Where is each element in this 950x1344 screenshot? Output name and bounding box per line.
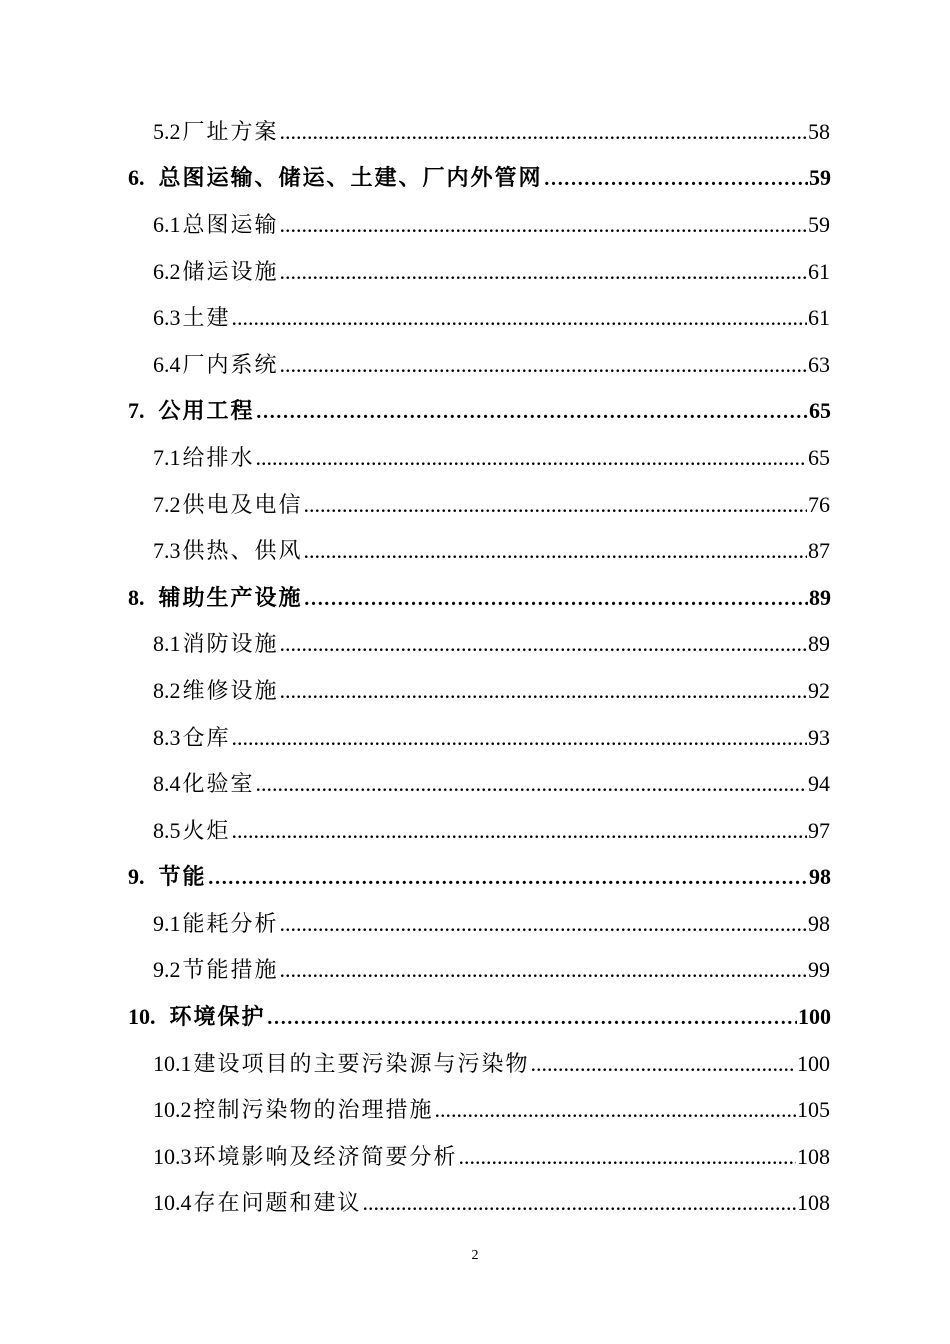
toc-chapter-entry[interactable] bbox=[0, 387, 950, 434]
toc-section-entry[interactable] bbox=[0, 340, 950, 387]
toc-dot-leader bbox=[256, 771, 807, 797]
toc-entry-title: 环境保护 bbox=[169, 1004, 266, 1031]
toc-entry-line bbox=[153, 441, 830, 472]
toc-entry-line bbox=[153, 814, 830, 845]
toc-entry-title: 公用工程 bbox=[158, 398, 255, 425]
toc-section-entry[interactable] bbox=[0, 620, 950, 667]
toc-entry-title: 建设项目的主要污染源与污染物 bbox=[193, 1051, 530, 1077]
toc-entry-number: 8.2 bbox=[153, 677, 181, 703]
toc-section-entry[interactable] bbox=[0, 1132, 950, 1179]
toc-section-entry[interactable] bbox=[0, 200, 950, 247]
toc-dot-leader bbox=[435, 1097, 796, 1123]
toc-section-entry[interactable] bbox=[0, 713, 950, 760]
toc-section-entry[interactable] bbox=[0, 806, 950, 853]
toc-entry-title: 节能措施 bbox=[182, 958, 279, 984]
toc-entry-line bbox=[153, 255, 830, 286]
toc-entry-title: 能耗分析 bbox=[182, 911, 279, 937]
toc-dot-leader bbox=[280, 212, 807, 238]
toc-dot-leader bbox=[280, 352, 807, 378]
toc-page-number: 108 bbox=[797, 1143, 830, 1169]
toc-dot-leader bbox=[459, 1144, 796, 1170]
toc-entry-title: 供电及电信 bbox=[182, 492, 303, 518]
toc-entry-line bbox=[153, 674, 830, 705]
toc-dot-leader bbox=[304, 585, 808, 611]
toc-entry-line bbox=[153, 488, 830, 519]
toc-dot-leader bbox=[256, 398, 808, 424]
toc-entry-title: 节能 bbox=[158, 864, 207, 891]
toc-entry-number: 10.4 bbox=[153, 1190, 192, 1216]
toc-chapter-entry[interactable] bbox=[0, 573, 950, 620]
toc-entry-title: 存在问题和建议 bbox=[193, 1191, 362, 1217]
toc-entry-title: 环境影响及经济简要分析 bbox=[193, 1144, 458, 1170]
toc-dot-leader bbox=[280, 911, 807, 937]
page-number: 2 bbox=[471, 1248, 479, 1263]
toc-entry-line bbox=[153, 208, 830, 239]
toc-entry-number: 10.3 bbox=[153, 1143, 192, 1169]
toc-dot-leader bbox=[544, 165, 808, 191]
toc-dot-leader bbox=[280, 259, 807, 285]
toc-chapter-entry[interactable] bbox=[0, 154, 950, 201]
toc-section-entry[interactable] bbox=[0, 666, 950, 713]
toc-entry-line bbox=[128, 394, 831, 425]
toc-section-entry[interactable] bbox=[0, 899, 950, 946]
toc-page-number: 65 bbox=[808, 444, 830, 470]
toc-entry-number: 8.1 bbox=[153, 631, 181, 657]
toc-entry-line bbox=[128, 1000, 831, 1031]
toc-entry-number: 10. bbox=[128, 1004, 156, 1030]
toc-dot-leader bbox=[363, 1190, 796, 1216]
toc-section-entry[interactable] bbox=[0, 1039, 950, 1086]
toc-entry-line bbox=[153, 767, 830, 798]
toc-entry-number: 6.4 bbox=[153, 351, 181, 377]
toc-dot-leader bbox=[280, 957, 807, 983]
toc-entry-number: 9.2 bbox=[153, 957, 181, 983]
toc-entry-title: 仓库 bbox=[182, 725, 231, 751]
toc-entry-title: 化验室 bbox=[182, 772, 255, 798]
toc-entry-line bbox=[128, 161, 831, 192]
toc-entry-number: 8.4 bbox=[153, 771, 181, 797]
toc-entry-title: 给排水 bbox=[182, 445, 255, 471]
toc-page-number: 92 bbox=[808, 677, 830, 703]
toc-page-number: 61 bbox=[808, 305, 830, 331]
toc-entry-title: 消防设施 bbox=[182, 632, 279, 658]
toc-dot-leader bbox=[267, 1004, 797, 1030]
toc-entry-title: 总图运输、储运、土建、厂内外管网 bbox=[158, 165, 543, 192]
toc-entry-line bbox=[128, 860, 831, 891]
toc-page-number: 59 bbox=[808, 211, 830, 237]
toc-section-entry[interactable] bbox=[0, 293, 950, 340]
toc-entry-line bbox=[153, 907, 830, 938]
toc-entry-number: 8. bbox=[128, 584, 145, 610]
toc-page-number: 76 bbox=[808, 491, 830, 517]
toc-dot-leader bbox=[208, 864, 808, 890]
toc-entry-number: 7.1 bbox=[153, 444, 181, 470]
toc-entry-line bbox=[128, 581, 831, 612]
toc-entry-number: 9. bbox=[128, 864, 145, 890]
toc-page-number: 87 bbox=[808, 538, 830, 564]
toc-entry-number: 8.5 bbox=[153, 817, 181, 843]
toc-entry-title: 厂内系统 bbox=[182, 352, 279, 378]
toc-dot-leader bbox=[256, 445, 807, 471]
toc-entry-number: 7.3 bbox=[153, 538, 181, 564]
toc-page-number: 65 bbox=[809, 398, 831, 424]
toc-entry-line bbox=[153, 1186, 830, 1217]
toc-entry-title: 火炬 bbox=[182, 818, 231, 844]
toc-entry-line bbox=[153, 627, 830, 658]
toc-page-number: 100 bbox=[798, 1004, 831, 1030]
toc-page-number: 94 bbox=[808, 771, 830, 797]
toc-entry-number: 9.1 bbox=[153, 910, 181, 936]
toc-entry-line bbox=[153, 301, 830, 332]
toc-dot-leader bbox=[232, 725, 807, 751]
toc-entry-line bbox=[153, 348, 830, 379]
toc-entry-title: 厂址方案 bbox=[182, 119, 279, 145]
toc-section-entry[interactable] bbox=[0, 526, 950, 573]
toc-entry-number: 10.1 bbox=[153, 1050, 192, 1076]
toc-page-number: 99 bbox=[808, 957, 830, 983]
toc-dot-leader bbox=[531, 1051, 796, 1077]
toc-page-number: 61 bbox=[808, 258, 830, 284]
toc-entry-title: 维修设施 bbox=[182, 678, 279, 704]
toc-section-entry[interactable] bbox=[0, 433, 950, 480]
toc-dot-leader bbox=[280, 678, 807, 704]
toc-chapter-entry[interactable] bbox=[0, 992, 950, 1039]
toc-entry-line bbox=[153, 115, 830, 146]
toc-entry-title: 辅助生产设施 bbox=[158, 584, 303, 611]
toc-entry-title: 供热、供风 bbox=[182, 539, 303, 565]
toc-dot-leader bbox=[232, 305, 807, 331]
toc-entry-line bbox=[153, 534, 830, 565]
toc-section-entry[interactable] bbox=[0, 1085, 950, 1132]
toc-page-number: 105 bbox=[797, 1097, 830, 1123]
toc-page-number: 97 bbox=[808, 817, 830, 843]
toc-entry-line bbox=[153, 1093, 830, 1124]
toc-page-number: 98 bbox=[809, 864, 831, 890]
toc-page-number: 58 bbox=[808, 118, 830, 144]
toc-section-entry[interactable] bbox=[0, 759, 950, 806]
toc-entry-number: 6.2 bbox=[153, 258, 181, 284]
toc-entry-line bbox=[153, 953, 830, 984]
toc-section-entry[interactable] bbox=[0, 247, 950, 294]
table-of-contents bbox=[0, 107, 950, 1225]
toc-entry-line bbox=[153, 721, 830, 752]
toc-entry-number: 10.2 bbox=[153, 1097, 192, 1123]
toc-page-number: 63 bbox=[808, 351, 830, 377]
toc-chapter-entry[interactable] bbox=[0, 853, 950, 900]
toc-dot-leader bbox=[280, 631, 807, 657]
toc-dot-leader bbox=[232, 818, 807, 844]
toc-page-number: 93 bbox=[808, 724, 830, 750]
toc-page-number: 100 bbox=[797, 1050, 830, 1076]
toc-entry-number: 8.3 bbox=[153, 724, 181, 750]
toc-entry-title: 储运设施 bbox=[182, 259, 279, 285]
toc-section-entry[interactable] bbox=[0, 480, 950, 527]
toc-entry-number: 7.2 bbox=[153, 491, 181, 517]
toc-dot-leader bbox=[304, 492, 807, 518]
toc-page-number: 59 bbox=[809, 165, 831, 191]
toc-entry-number: 7. bbox=[128, 398, 145, 424]
toc-page-number: 89 bbox=[808, 631, 830, 657]
toc-section-entry[interactable] bbox=[0, 946, 950, 993]
toc-entry-line bbox=[153, 1140, 830, 1171]
toc-section-entry[interactable] bbox=[0, 107, 950, 154]
toc-page-number: 108 bbox=[797, 1190, 830, 1216]
toc-dot-leader bbox=[304, 538, 807, 564]
toc-section-entry[interactable] bbox=[0, 1179, 950, 1226]
toc-entry-number: 6. bbox=[128, 165, 145, 191]
toc-entry-title: 土建 bbox=[182, 306, 231, 332]
toc-page-number: 98 bbox=[808, 910, 830, 936]
toc-entry-number: 5.2 bbox=[153, 118, 181, 144]
toc-entry-number: 6.1 bbox=[153, 211, 181, 237]
toc-entry-title: 总图运输 bbox=[182, 212, 279, 238]
toc-page-number: 89 bbox=[809, 584, 831, 610]
toc-entry-line bbox=[153, 1047, 830, 1078]
toc-dot-leader bbox=[280, 119, 807, 145]
toc-entry-number: 6.3 bbox=[153, 305, 181, 331]
toc-entry-title: 控制污染物的治理措施 bbox=[193, 1098, 434, 1124]
